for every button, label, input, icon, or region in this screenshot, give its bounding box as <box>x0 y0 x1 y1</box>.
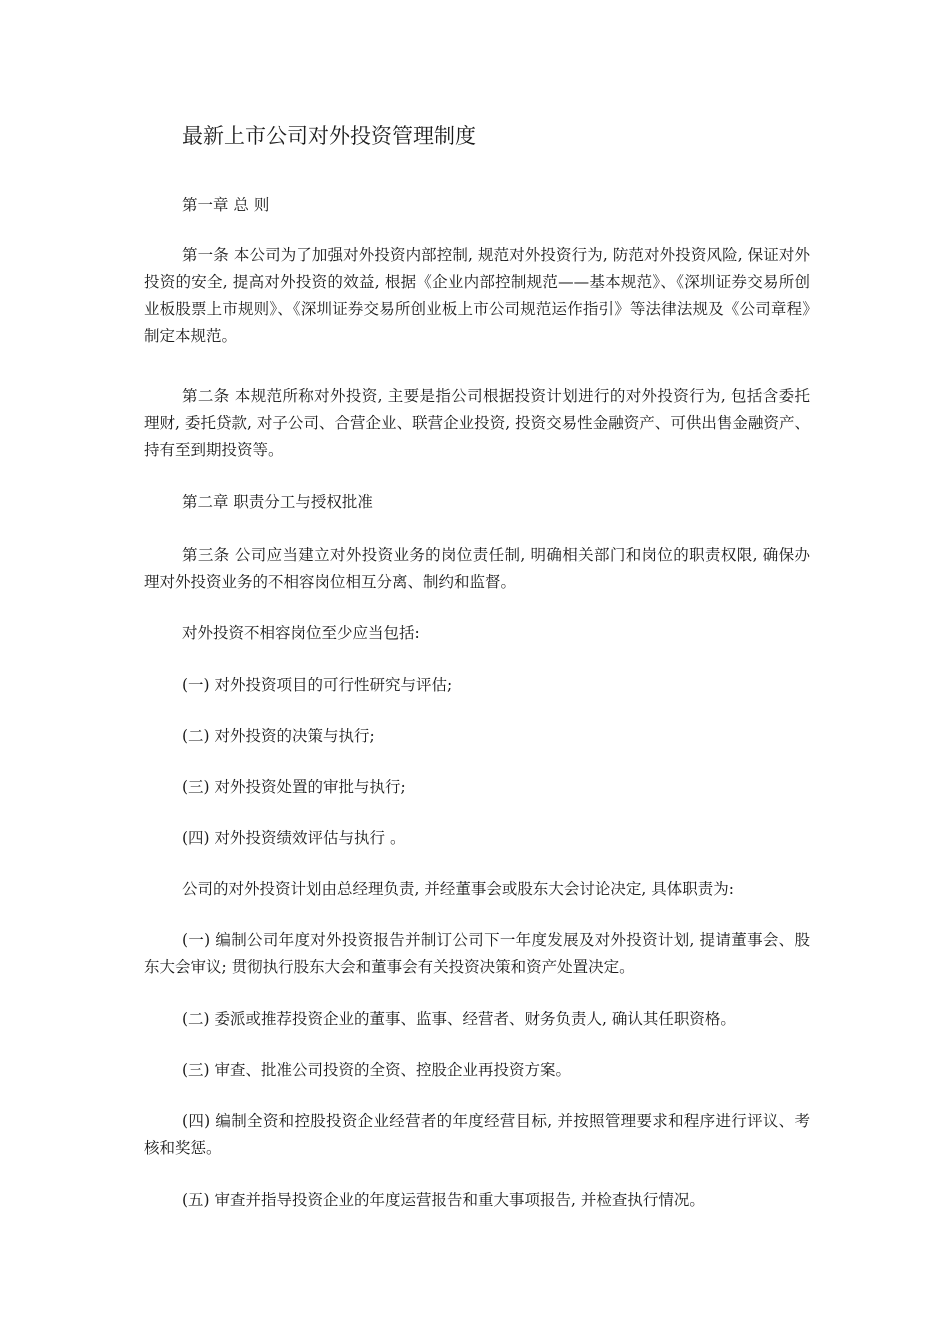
article-paragraph: 第三条 公司应当建立对外投资业务的岗位责任制, 明确相关部门和岗位的职责权限, 确保办理对外投资业务的不相容岗位相互分离、制约和监督。 <box>144 546 810 591</box>
document-title: 最新上市公司对外投资管理制度 <box>182 124 476 148</box>
list-item: (五) 审查并指导投资企业的年度运营报告和重大事项报告, 并检查执行情况。 <box>182 1191 705 1209</box>
article-paragraph: 第二条 本规范所称对外投资, 主要是指公司根据投资计划进行的对外投资行为, 包括含委托理财, 委托贷款, 对子公司、合营企业、联营企业投资, 投资交易性金融资产、可供出售金融资产、持有至到期投资等。 <box>144 387 810 459</box>
chapter-heading: 第二章 职责分工与授权批准 <box>182 493 373 511</box>
list-item: (一) 对外投资项目的可行性研究与评估; <box>182 676 453 694</box>
list-item: (三) 对外投资处置的审批与执行; <box>182 778 406 796</box>
list-item: (四) 编制全资和控股投资企业经营者的年度经营目标, 并按照管理要求和程序进行评议、考核和奖惩。 <box>144 1112 810 1157</box>
list-item: (二) 对外投资的决策与执行; <box>182 727 375 745</box>
list-item: (二) 委派或推荐投资企业的董事、监事、经营者、财务负责人, 确认其任职资格。 <box>182 1010 736 1028</box>
list-item: (三) 审查、批准公司投资的全资、控股企业再投资方案。 <box>182 1061 572 1079</box>
list-item: (一) 编制公司年度对外投资报告并制订公司下一年度发展及对外投资计划, 提请董事会、股东大会审议; 贯彻执行股东大会和董事会有关投资决策和资产处置决定。 <box>144 931 810 976</box>
list-item: (四) 对外投资绩效评估与执行 。 <box>182 829 406 847</box>
article-paragraph: 第一条 本公司为了加强对外投资内部控制, 规范对外投资行为, 防范对外投资风险, 保证对外投资的安全, 提高对外投资的效益, 根据《企业内部控制规范——基本规范》、《深圳证券交易所创业板股票上市规则》、《深圳证券交易所创业板上市公司规范运作指引》等法律法规及《公司章程》制定本规范。 <box>144 246 810 345</box>
chapter-heading: 第一章 总 则 <box>182 196 270 214</box>
body-paragraph: 对外投资不相容岗位至少应当包括: <box>182 624 420 642</box>
body-paragraph: 公司的对外投资计划由总经理负责, 并经董事会或股东大会讨论决定, 具体职责为: <box>182 880 734 898</box>
